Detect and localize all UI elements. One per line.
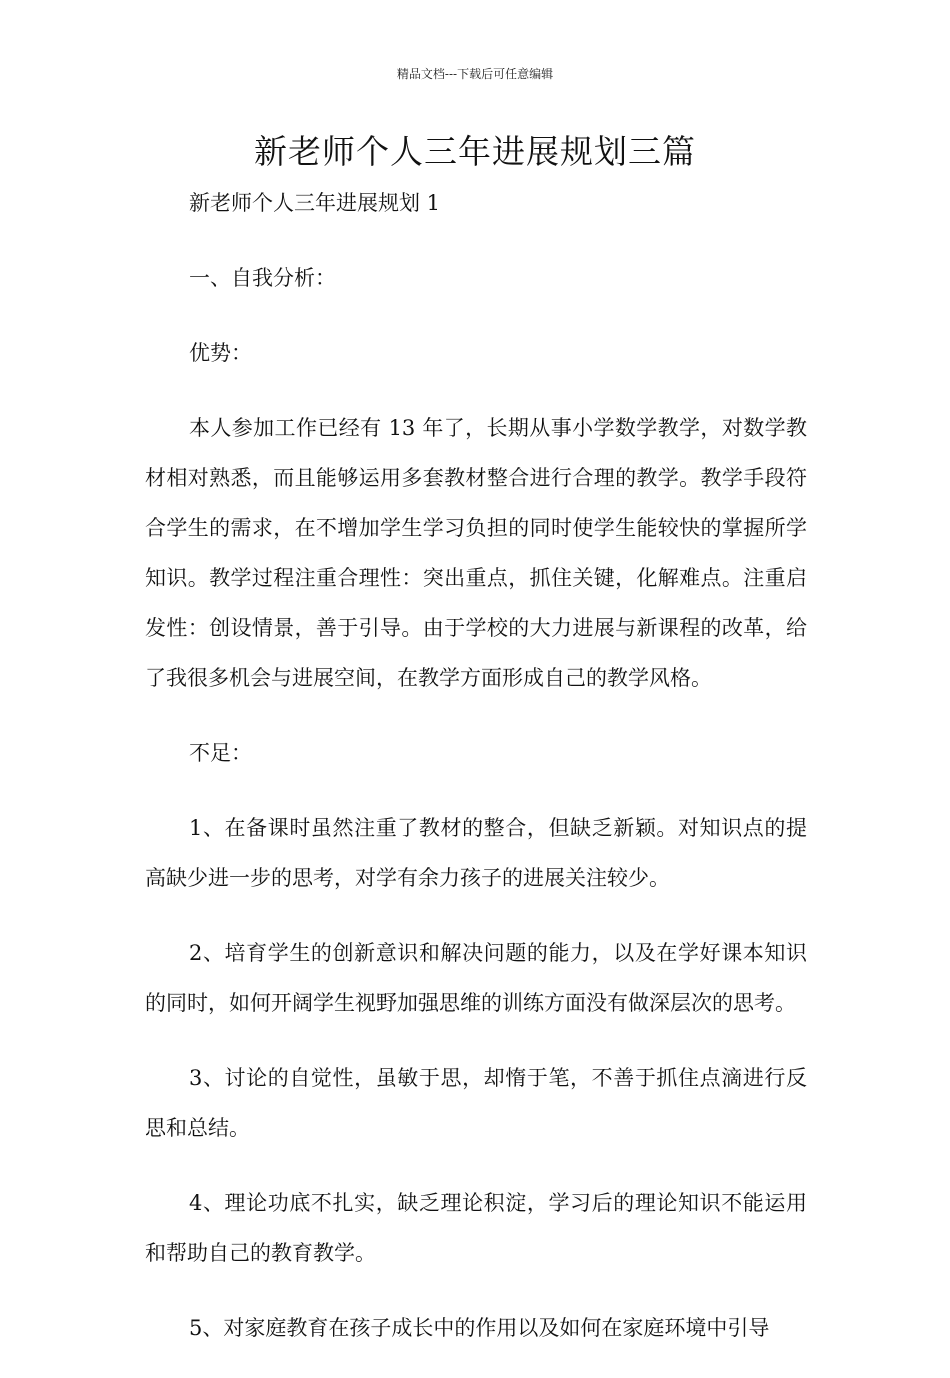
weakness-item-2: 2、培育学生的创新意识和解决问题的能力，以及在学好课本知识的同时，如何开阔学生视野加强思维的训练方面没有做深层次的思考。 — [145, 941, 807, 1015]
weakness-item-3: 3、讨论的自觉性，虽敏于思，却惰于笔，不善于抓住点滴进行反思和总结。 — [145, 1066, 807, 1140]
weaknesses-label: 不足： — [189, 741, 252, 765]
strengths-label: 优势： — [189, 341, 252, 365]
subsection-heading: 一、自我分析： — [189, 266, 336, 290]
header-note: 精品文档---下载后可任意编辑 — [396, 67, 554, 81]
section-heading: 新老师个人三年进展规划 1 — [189, 191, 441, 215]
weakness-item-4: 4、理论功底不扎实，缺乏理论积淀，学习后的理论知识不能运用和帮助自己的教育教学。 — [145, 1191, 807, 1265]
document-title: 新老师个人三年进展规划三篇 — [254, 132, 696, 171]
strengths-paragraph: 本人参加工作已经有 13 年了，长期从事小学数学教学，对数学教材相对熟悉，而且能够运用多套教材整合进行合理的教学。教学手段符合学生的需求，在不增加学生学习负担的同时使学生能较快的掌握所学知识。教学过程注重合理性：突出重点，抓住关键，化解难点。注重启发性：创设情景，善于引导。由于学校的大力进展与新课程的改革，给了我很多机会与进展空间，在教学方面形成自己的教学风格。 — [145, 416, 807, 690]
weakness-item-5: 5、对家庭教育在孩子成长中的作用以及如何在家庭环境中引导 — [189, 1316, 770, 1340]
weakness-item-1: 1、在备课时虽然注重了教材的整合，但缺乏新颖。对知识点的提高缺少进一步的思考，对学有余力孩子的进展关注较少。 — [145, 816, 807, 890]
document-body — [145, 178, 807, 1378]
